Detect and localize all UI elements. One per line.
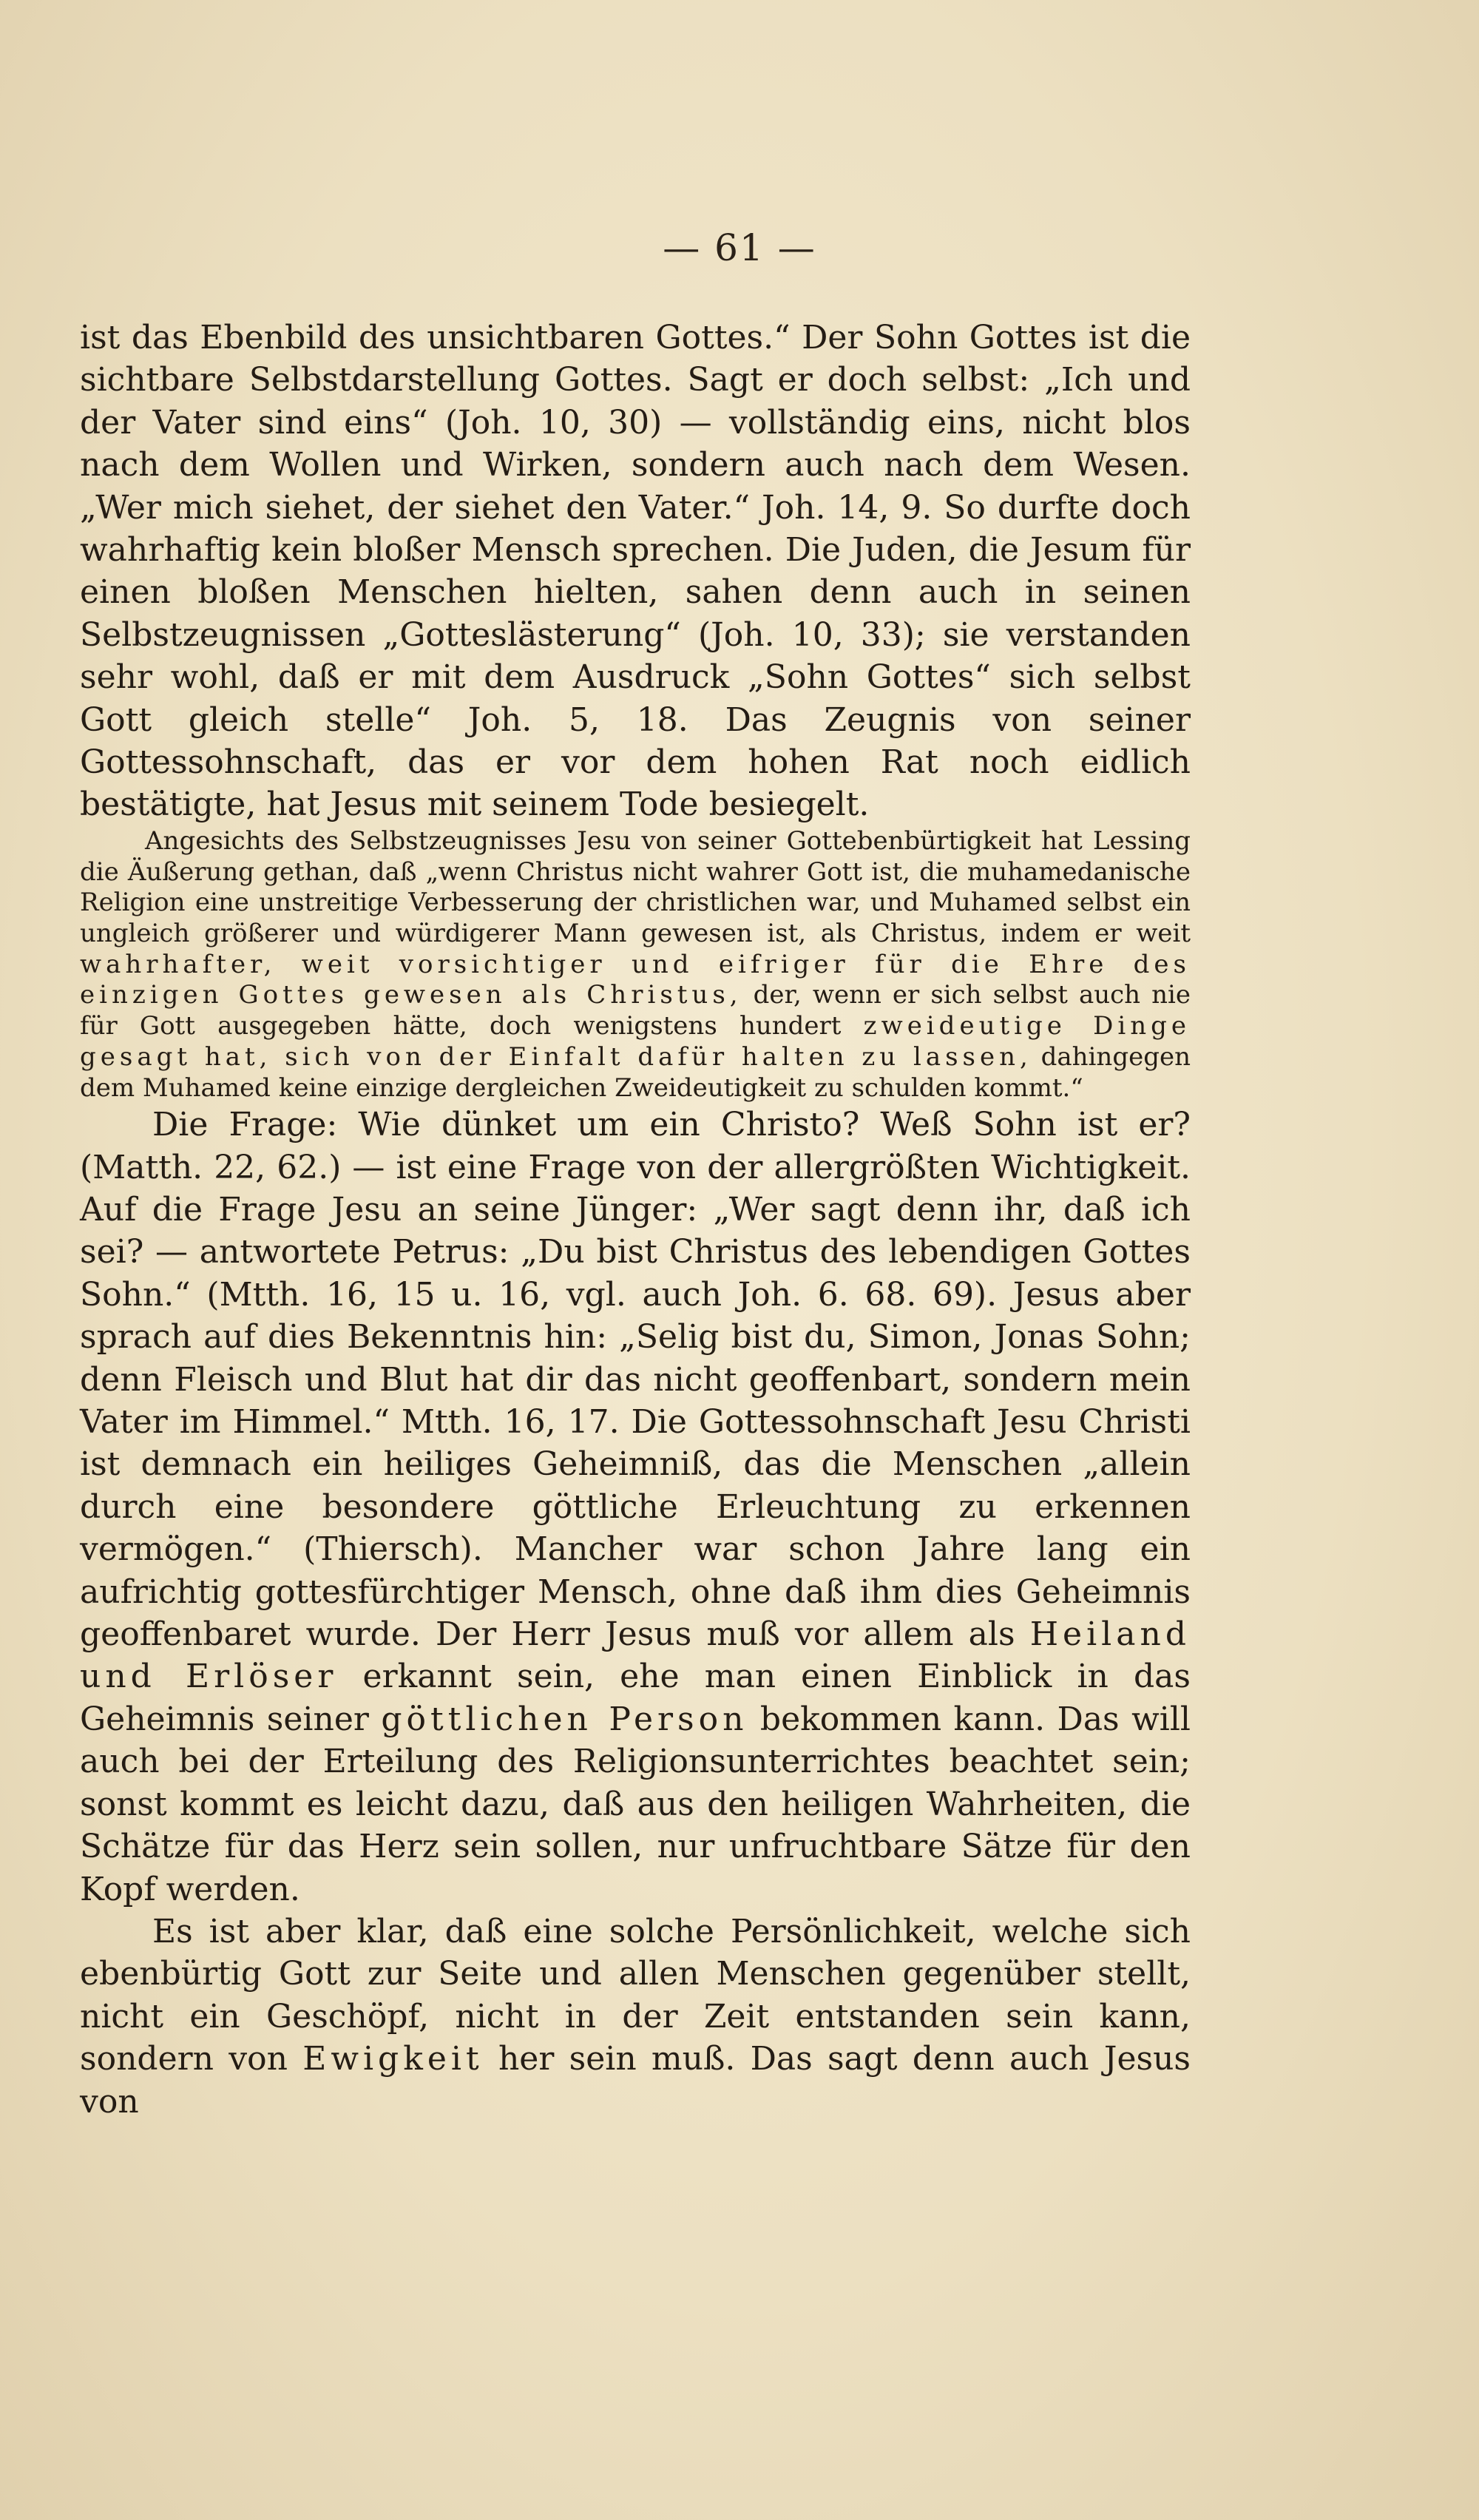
paragraph-part: Die Frage: Wie dünket um ein Christo? Weß Sohn ist er? (Matth. 22, 62.) — ist eine Frage von der allergrößten Wichtigkeit. Auf die Frage Jesu an seine Jünger: „Wer sagt denn ihr, daß ich sei? — antwortete Petrus: „Du bist Christus des lebendigen Gottes Sohn.“ (Mtth. 16, 15 u. 16, vgl. auch Joh. 6. 68. 69). Jesus aber sprach auf dies Bekenntnis hin: „Selig bist du, Simon, Jonas Sohn; denn Fleisch und Blut hat dir das nicht geoffenbart, sondern mein Vater im Himmel.“ Mtth. 16, 17. Die Gottessohnschaft Jesu Christi ist demnach ein heiliges Geheimniß, das die Menschen „allein durch eine besondere göttliche Erleuchtung zu erkennen vermögen.“ (Thiersch). Mancher war schon Jahre lang ein aufrichtig gottesfürchtiger Mensch, ohne daß ihm dies Geheimnis geoffenbaret wurde. Der Herr Jesus muß vor allem als — [80, 1106, 1191, 1654]
paragraph-part: bekommen kann. Das will auch bei der Erteilung des Religionsunterrichtes beachtet sein; sonst kommt es leicht dazu, daß aus den heiligen Wahrheiten, die Schätze für das Herz sein sollen, nur unfruchtbare Sätze für den Kopf werden. — [80, 1700, 1191, 1908]
quote-part: der, wenn er sich selbst auch nie für Gott ausgegeben hätte, doch wenigstens hundert — [80, 980, 1191, 1041]
emphasis-text: Heiland und Erlöser — [80, 1615, 1191, 1696]
emphasis-text: göttlichen Person — [381, 1700, 748, 1738]
quote-emphasis: zweideutige Dinge gesagt hat, sich von der Einfalt dafür halten zu lassen, — [80, 1011, 1191, 1072]
paragraph-part: her sein muß. Das sagt denn auch Jesus von — [80, 2040, 1191, 2121]
paragraph-2 — [80, 1104, 1191, 1911]
quote-part: Angesichts des Selbstzeugnisses Jesu von seiner Gottebenbürtigkeit hat Lessing die Äußerung gethan, daß „wenn Christus nicht wahrer Gott ist, die muhamedanische Religion eine unstreitige Verbesserung der christlichen war, und Muhamed selbst ein ungleich größerer und würdigerer Mann gewesen ist, als Christus, indem er weit — [80, 825, 1191, 948]
emphasis-text: Ewigkeit — [302, 2040, 484, 2078]
main-text — [80, 317, 1191, 826]
lessing-quote — [80, 826, 1191, 1104]
paragraph-part: erkannt sein, ehe man einen Einblick in das Geheimnis seiner — [80, 1658, 1191, 1738]
page-number: — 61 — — [663, 226, 816, 269]
paragraph-1: ist das Ebenbild des unsichtbaren Gottes.“ Der Sohn Gottes ist die sichtbare Selbstdarstellung Gottes. Sagt er doch selbst: „Ich und der Vater sind eins“ (Joh. 10, 30) — vollständig eins, nicht blos nach dem Wollen und Wirken, sondern auch nach dem Wesen. „Wer mich siehet, der siehet den Vater.“ Joh. 14, 9. So durfte doch wahrhaftig kein bloßer Mensch sprechen. Die Juden, die Jesum für einen bloßen Menschen hielten, sahen denn auch in seinen Selbstzeugnissen „Gotteslästerung“ (Joh. 10, 33); sie verstanden sehr wohl, daß er mit dem Ausdruck „Sohn Gottes“ sich selbst Gott gleich stelle“ Joh. 5, 18. Das Zeugnis von seiner Gottessohnschaft, das er vor dem hohen Rat noch eidlich bestätigte, hat Jesus mit seinem Tode besiegelt. — [80, 319, 1191, 824]
paragraph-part: Es ist aber klar, daß eine solche Persönlichkeit, welche sich ebenbürtig Gott zur Seite und allen Menschen gegenüber stellt, nicht ein Geschöpf, nicht in der Zeit entstanden sein kann, sondern von — [80, 1912, 1191, 2078]
quote-emphasis: wahrhafter, weit vorsichtiger und eifriger für die Ehre des einzigen Gottes gewesen als Christus, — [80, 949, 1191, 1010]
quote-part: dahingegen dem Muhamed keine einzige dergleichen Zweideutigkeit zu schulden kommt.“ — [80, 1041, 1191, 1103]
main-text — [80, 1104, 1191, 2123]
paragraph-3 — [80, 1911, 1191, 2123]
page-body — [80, 317, 1191, 2123]
